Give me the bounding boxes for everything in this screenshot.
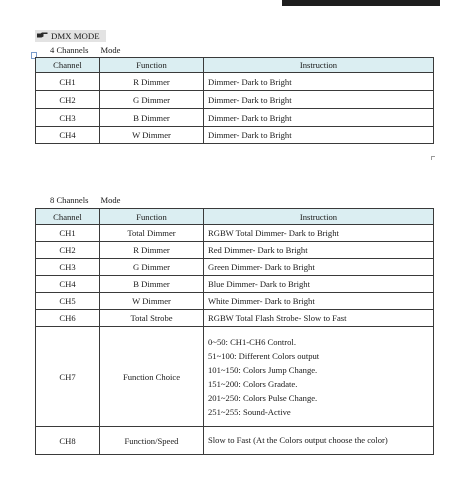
instruction-line: 201~250: Colors Pulse Change.: [208, 392, 318, 403]
channel-cell: CH8: [36, 427, 100, 455]
instruction-cell: RGBW Total Dimmer- Dark to Bright: [204, 225, 434, 242]
table-4ch-mode-label: Mode: [100, 45, 121, 55]
function-cell: G Dimmer: [100, 259, 204, 276]
instruction-cell: Dimmer- Dark to Bright: [204, 127, 434, 144]
instruction-line: 51~100: Different Colors output: [208, 350, 320, 361]
function-cell: W Dimmer: [100, 127, 204, 144]
function-cell: Total Dimmer: [100, 225, 204, 242]
section-title-text: DMX MODE: [51, 31, 100, 41]
top-dark-bar: [282, 0, 440, 6]
function-cell: G Dimmer: [100, 91, 204, 109]
table-8ch-caption-label: 8 Channels: [50, 195, 89, 205]
table-header-row: [36, 58, 434, 73]
instruction-cell: White Dimmer- Dark to Bright: [204, 293, 434, 310]
table-row: [36, 127, 434, 144]
instruction-line: 251~255: Sound-Active: [208, 406, 291, 417]
channel-cell: CH6: [36, 310, 100, 327]
header-instruction: Instruction: [204, 58, 434, 73]
instruction-cell: RGBW Total Flash Strobe- Slow to Fast: [204, 310, 434, 327]
function-cell: Function Choice: [100, 327, 204, 427]
channel-cell: CH1: [36, 73, 100, 91]
channel-cell: CH1: [36, 225, 100, 242]
function-cell: Function/Speed: [100, 427, 204, 455]
table-8ch-mode-label: Mode: [100, 195, 121, 205]
table-8-channels: [35, 208, 434, 455]
instruction-cell: Green Dimmer- Dark to Bright: [204, 259, 434, 276]
header-function: Function: [100, 209, 204, 225]
function-cell: R Dimmer: [100, 242, 204, 259]
channel-cell: CH7: [36, 327, 100, 427]
function-cell: B Dimmer: [100, 109, 204, 127]
table-row: [36, 259, 434, 276]
function-cell: R Dimmer: [100, 73, 204, 91]
instruction-cell: Dimmer- Dark to Bright: [204, 109, 434, 127]
instruction-line: 101~150: Colors Jump Change.: [208, 364, 318, 375]
table-row: [36, 293, 434, 310]
header-instruction: Instruction: [204, 209, 434, 225]
function-cell: W Dimmer: [100, 293, 204, 310]
instruction-line: 151~200: Colors Gradate.: [208, 378, 298, 389]
channel-cell: CH3: [36, 259, 100, 276]
table-row-ch8: [36, 427, 434, 455]
instruction-cell: Blue Dimmer- Dark to Bright: [204, 276, 434, 293]
table-8ch-caption: [50, 195, 121, 206]
channel-cell: CH2: [36, 242, 100, 259]
instruction-cell: Dimmer- Dark to Bright: [204, 73, 434, 91]
channel-cell: CH2: [36, 91, 100, 109]
table-row: [36, 310, 434, 327]
channel-cell: CH5: [36, 293, 100, 310]
table-row: [36, 225, 434, 242]
table-row: [36, 242, 434, 259]
instruction-line: 0~50: CH1-CH6 Control.: [208, 336, 296, 347]
function-cell: B Dimmer: [100, 276, 204, 293]
instruction-cell-multiline: [204, 327, 434, 427]
header-channel: Channel: [36, 58, 100, 73]
table-row-ch7: [36, 327, 434, 427]
pointing-hand-icon: [37, 32, 48, 38]
table-corner-marker: [431, 156, 435, 160]
channel-cell: CH3: [36, 109, 100, 127]
header-channel: Channel: [36, 209, 100, 225]
function-cell: Total Strobe: [100, 310, 204, 327]
channel-cell: CH4: [36, 127, 100, 144]
instruction-cell: Red Dimmer- Dark to Bright: [204, 242, 434, 259]
instruction-cell: Slow to Fast (At the Colors output choose the color): [204, 427, 434, 455]
header-function: Function: [100, 58, 204, 73]
instruction-cell: Dimmer- Dark to Bright: [204, 91, 434, 109]
channel-cell: CH4: [36, 276, 100, 293]
table-header-row: [36, 209, 434, 225]
table-row: [36, 91, 434, 109]
table-4ch-caption-label: 4 Channels: [50, 45, 89, 55]
table-4ch-caption: [50, 45, 121, 56]
table-4-channels: [35, 57, 434, 144]
table-row: [36, 276, 434, 293]
table-row: [36, 73, 434, 91]
section-title: [35, 30, 106, 42]
table-row: [36, 109, 434, 127]
